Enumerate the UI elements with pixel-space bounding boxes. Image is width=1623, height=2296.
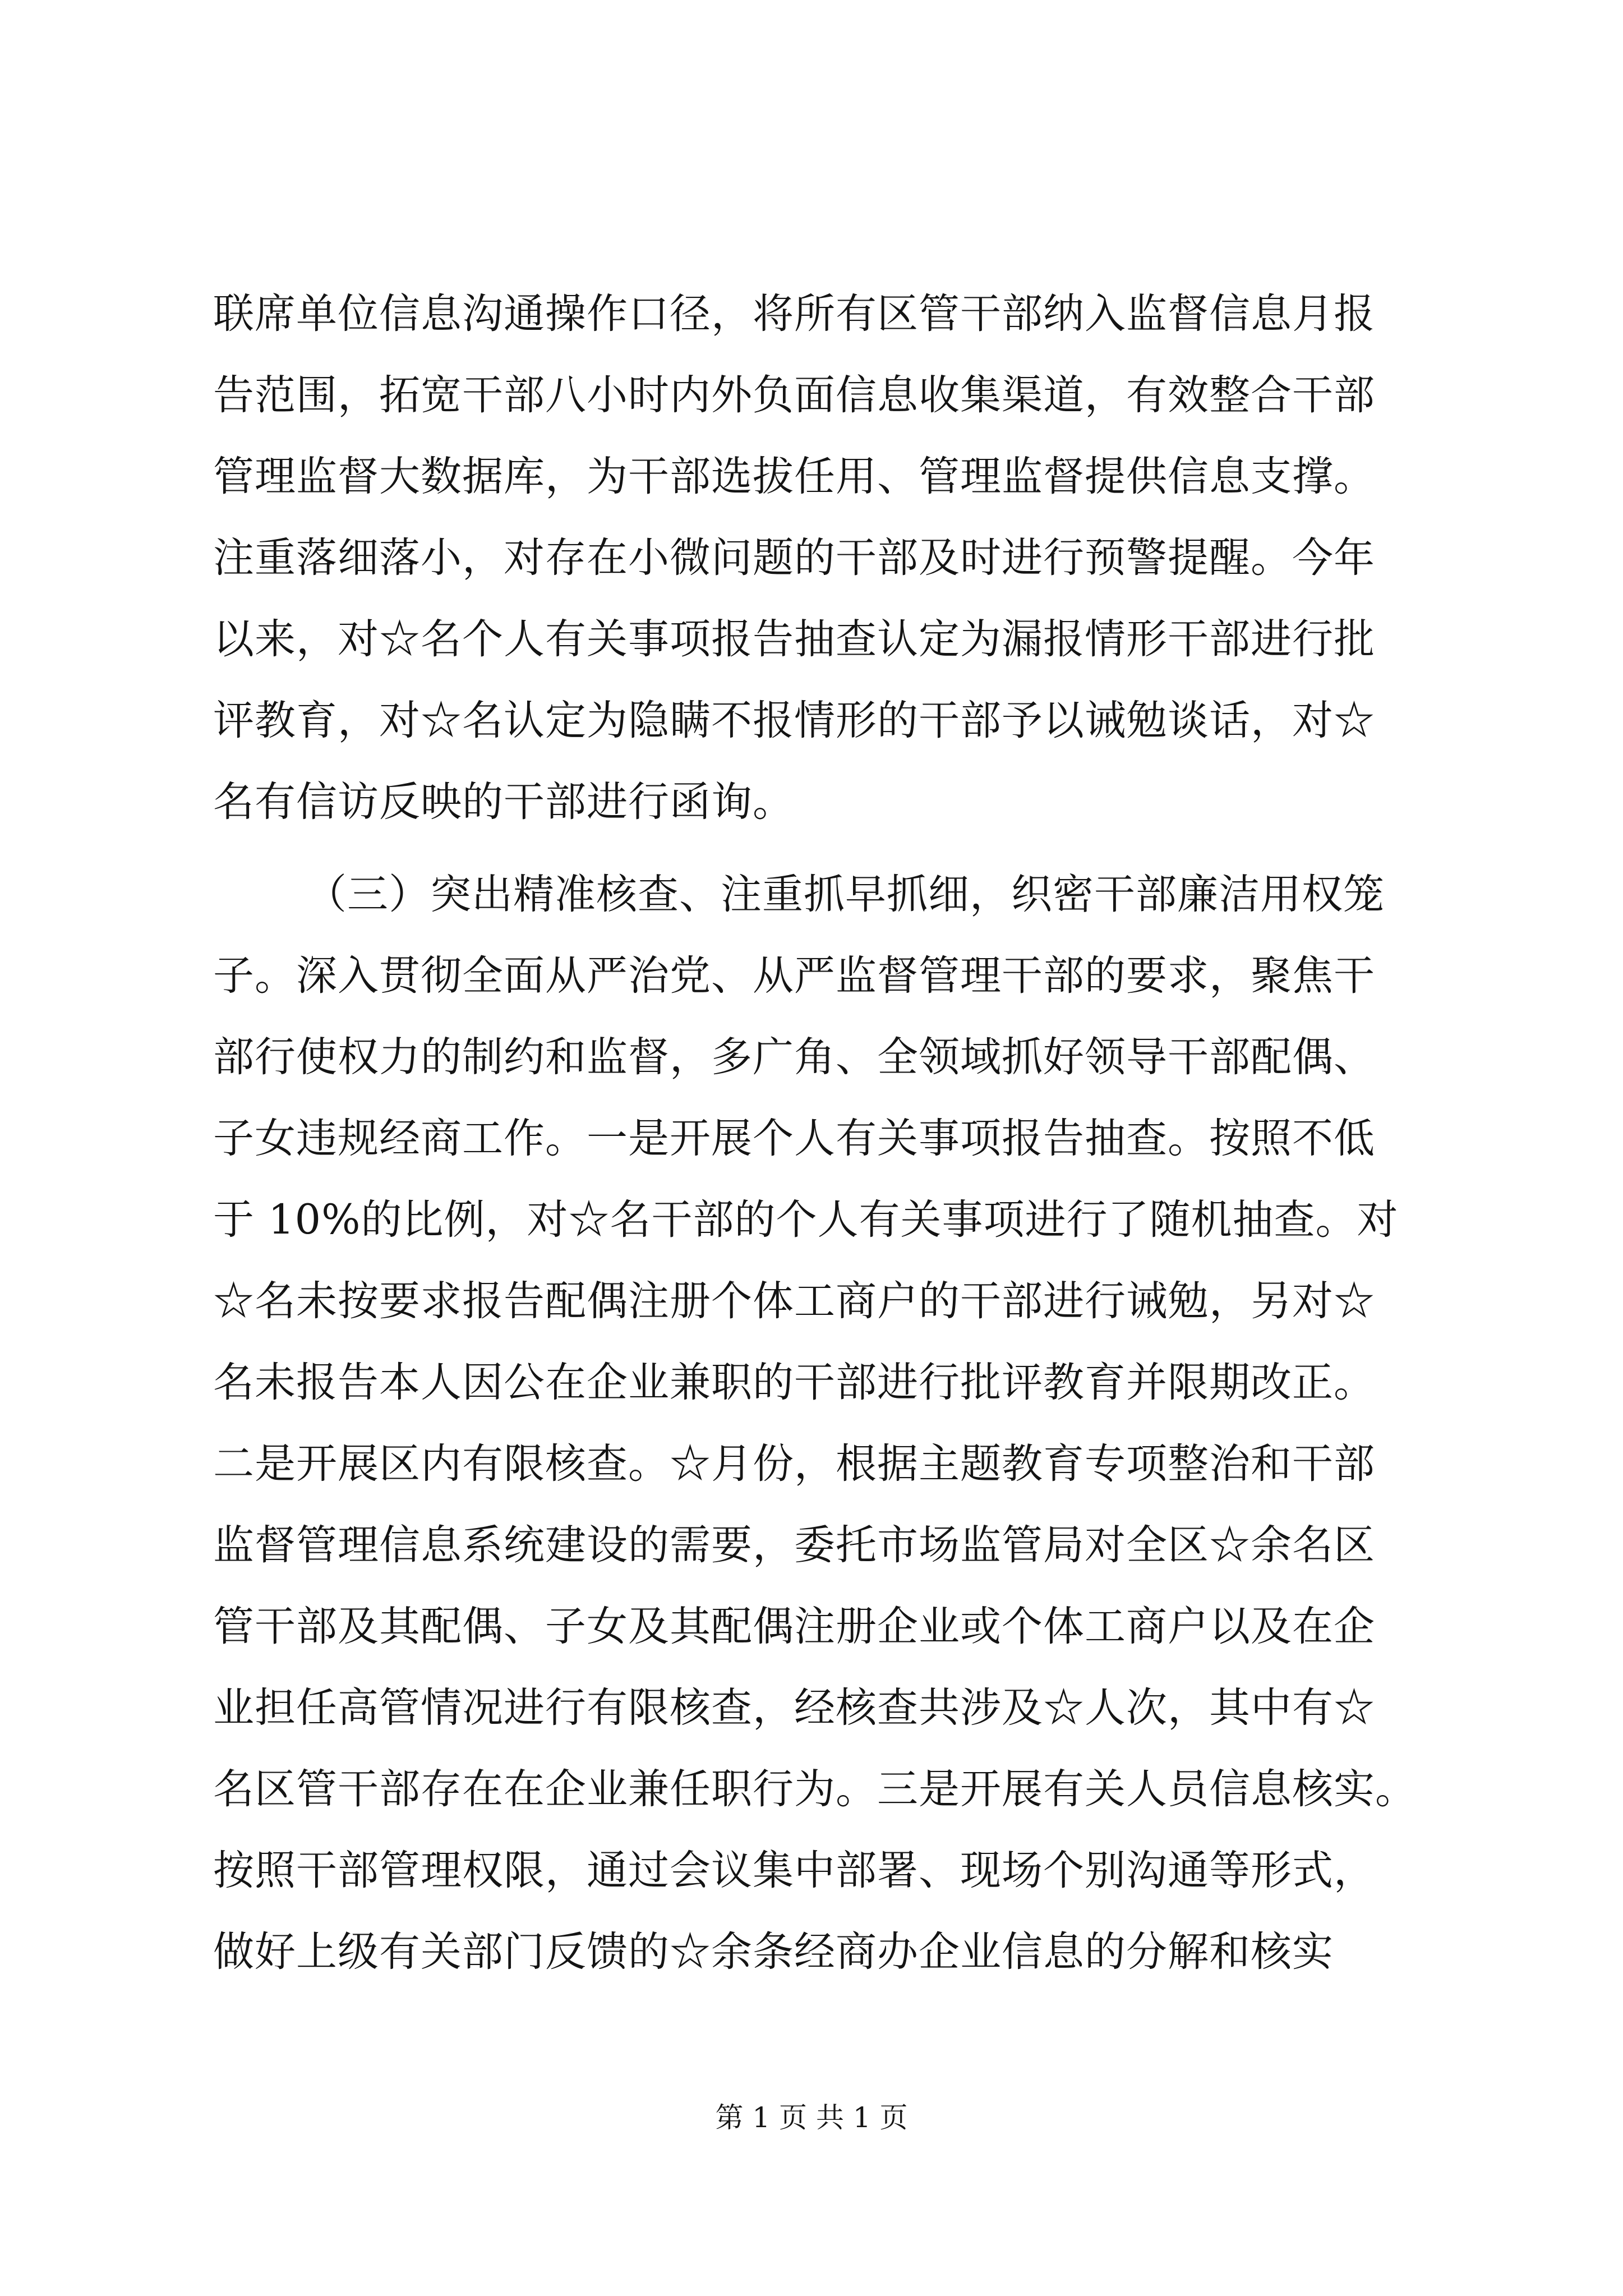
text-line: 管理监督大数据库，为干部选拔任用、管理监督提供信息支撑。 bbox=[213, 453, 1375, 500]
text-line: 监督管理信息系统建设的需要，委托市场监管局对全区☆余名区 bbox=[213, 1521, 1375, 1569]
text-line: 名有信访反映的干部进行函询。 bbox=[213, 778, 794, 826]
text-line: 名未报告本人因公在企业兼职的干部进行批评教育并限期改正。 bbox=[213, 1359, 1375, 1406]
text-line: 名区管干部存在在企业兼任职行为。三是开展有关人员信息核实。 bbox=[213, 1765, 1417, 1813]
text-line: 子。深入贯彻全面从严治党、从严监督管理干部的要求，聚焦干 bbox=[213, 952, 1375, 1000]
text-line: 评教育，对☆名认定为隐瞒不报情形的干部予以诫勉谈话，对☆ bbox=[213, 697, 1375, 744]
page-footer: 第 1 页 共 1 页 bbox=[715, 2101, 908, 2134]
text-line: 联席单位信息沟通操作口径，将所有区管干部纳入监督信息月报 bbox=[213, 290, 1375, 338]
text-line: 做好上级有关部门反馈的☆余条经商办企业信息的分解和核实 bbox=[213, 1928, 1334, 1976]
text-line: 注重落细落小，对存在小微问题的干部及时进行预警提醒。今年 bbox=[213, 534, 1375, 582]
text-line: 以来，对☆名个人有关事项报告抽查认定为漏报情形干部进行批 bbox=[213, 615, 1375, 663]
section-heading-line: （三）突出精准核查、注重抓早抓细，织密干部廉洁用权笼 bbox=[306, 871, 1385, 918]
text-line: 于 10%的比例，对☆名干部的个人有关事项进行了随机抽查。对 bbox=[213, 1196, 1399, 1244]
text-line: 二是开展区内有限核查。☆月份，根据主题教育专项整治和干部 bbox=[213, 1440, 1375, 1488]
text-line: 管干部及其配偶、子女及其配偶注册企业或个体工商户以及在企 bbox=[213, 1603, 1375, 1650]
text-line: 按照干部管理权限，通过会议集中部署、现场个别沟通等形式， bbox=[213, 1847, 1375, 1894]
text-line: 子女违规经商工作。一是开展个人有关事项报告抽查。按照不低 bbox=[213, 1115, 1375, 1162]
text-line: 部行使权力的制约和监督，多广角、全领域抓好领导干部配偶、 bbox=[213, 1033, 1375, 1081]
text-line: 告范围，拓宽干部八小时内外负面信息收集渠道，有效整合干部 bbox=[213, 371, 1375, 419]
text-line: ☆名未按要求报告配偶注册个体工商户的干部进行诫勉，另对☆ bbox=[213, 1277, 1375, 1325]
text-line: 业担任高管情况进行有限核查，经核查共涉及☆人次，其中有☆ bbox=[213, 1684, 1375, 1732]
